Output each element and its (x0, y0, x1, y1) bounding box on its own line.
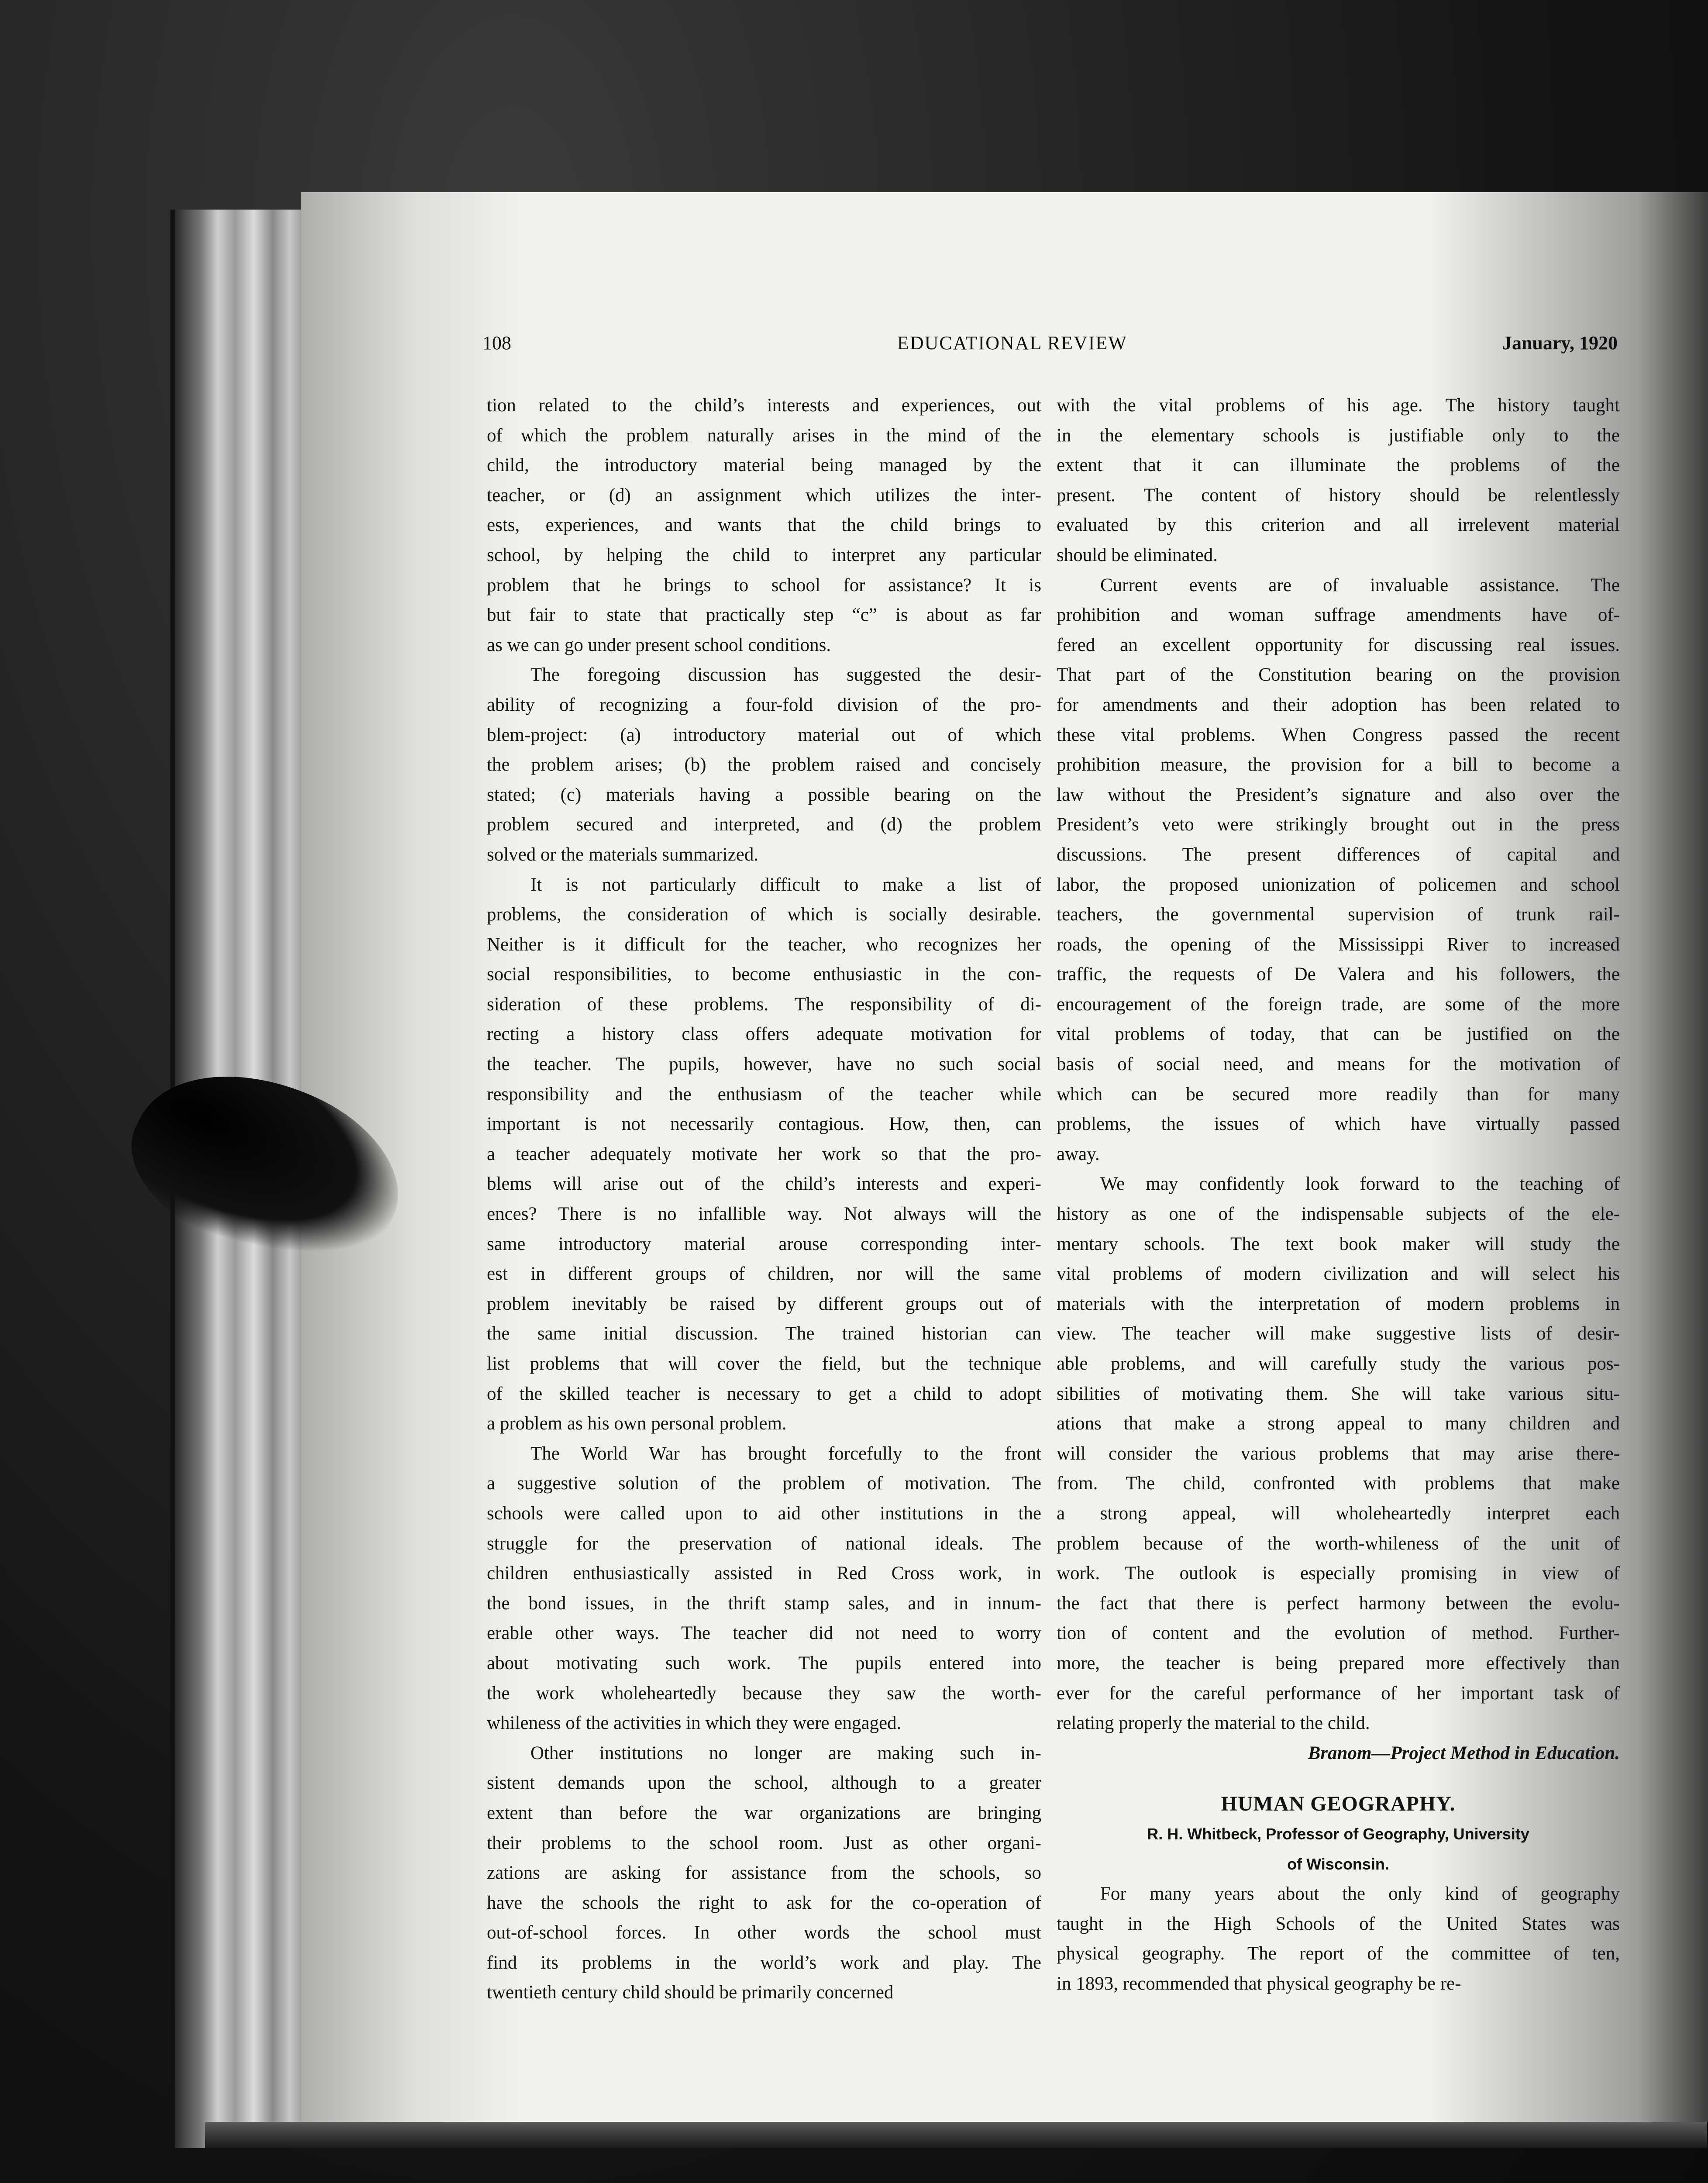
text-line: blems will arise out of the child’s interests and experi- (487, 1174, 1041, 1195)
text-line: labor, the proposed unionization of policemen and school (1057, 874, 1620, 895)
text-line: problem inevitably be raised by different groups out of (487, 1293, 1041, 1314)
text-line: child, the introductory material being managed by the (487, 455, 1041, 476)
text-line: in the elementary schools is justifiable only to the (1057, 425, 1620, 446)
text-line: Other institutions no longer are making such in- (530, 1742, 1041, 1763)
text-line: the work wholeheartedly because they saw the worth- (487, 1683, 1041, 1704)
text-line: social responsibilities, to become enthusiastic in the con- (487, 964, 1041, 985)
text-line: teachers, the governmental supervision of trunk rail- (1057, 904, 1620, 925)
journal-title: EDUCATIONAL REVIEW (897, 332, 1127, 354)
text-line: a teacher adequately motivate her work so that the pro- (487, 1143, 1041, 1164)
text-line: zations are asking for assistance from the schools, so (487, 1863, 1041, 1883)
byline-line-1: R. H. Whitbeck, Professor of Geography, University (1147, 1825, 1529, 1843)
text-line: physical geography. The report of the committee of ten, (1057, 1943, 1620, 1964)
page-header (482, 332, 1618, 362)
text-line: sistent demands upon the school, although to a greater (487, 1773, 1041, 1794)
text-line: the teacher. The pupils, however, have no such social (487, 1054, 1041, 1075)
text-line: of the skilled teacher is necessary to get a child to adopt (487, 1383, 1041, 1404)
text-line: problem that he brings to school for assistance? It is (487, 575, 1041, 596)
text-line: law without the President’s signature and also over the (1057, 784, 1620, 805)
text-line: recting a history class offers adequate motivation for (487, 1024, 1041, 1045)
text-line: solved or the materials summarized. (487, 844, 759, 865)
text-line: able problems, and will carefully study the various pos- (1057, 1353, 1620, 1374)
text-line: problem because of the worth-whileness of the unit of (1057, 1533, 1620, 1554)
text-line: ences? There is no infallible way. Not always will the (487, 1204, 1041, 1225)
text-line: blem-project: (a) introductory material out of which (487, 724, 1041, 745)
text-line: ations that make a strong appeal to many children and (1057, 1413, 1620, 1434)
text-line: out-of-school forces. In other words the school must (487, 1922, 1041, 1943)
text-line: the problem arises; (b) the problem raised and concisely (487, 754, 1041, 775)
text-line: but fair to state that practically step “c” is about as far (487, 605, 1041, 626)
text-line: That part of the Constitution bearing on the provision (1057, 665, 1620, 685)
text-line: ever for the careful performance of her important task of (1057, 1683, 1620, 1704)
text-line: these vital problems. When Congress passed the recent (1057, 724, 1620, 745)
text-line: in 1893, recommended that physical geography be re- (1057, 1973, 1461, 1994)
text-line: Neither is it difficult for the teacher, who recognizes her (487, 934, 1041, 955)
text-line: vital problems of today, that can be justified on the (1057, 1024, 1620, 1045)
text-line: vital problems of modern civilization and will select his (1057, 1264, 1620, 1284)
text-line: basis of social need, and means for the motivation of (1057, 1054, 1620, 1075)
text-line: Current events are of invaluable assistance. The (1100, 575, 1620, 596)
text-line: sibilities of motivating them. She will take various situ- (1057, 1383, 1620, 1404)
text-line: the bond issues, in the thrift stamp sales, and in innum- (487, 1593, 1041, 1614)
text-line: roads, the opening of the Mississippi River to increased (1057, 934, 1620, 955)
text-line: The foregoing discussion has suggested the desir- (530, 665, 1041, 685)
text-line: work. The outlook is especially promising in view of (1057, 1563, 1620, 1584)
attribution: Branom—Project Method in Education. (1308, 1742, 1620, 1763)
text-line: We may confidently look forward to the teaching of (1100, 1174, 1620, 1195)
text-line: a suggestive solution of the problem of motivation. The (487, 1473, 1041, 1494)
text-line: evaluated by this criterion and all irrelevent material (1057, 515, 1620, 536)
text-line: should be eliminated. (1057, 544, 1218, 565)
text-line: relating properly the material to the child. (1057, 1713, 1370, 1734)
text-line: the same initial discussion. The trained historian can (487, 1323, 1041, 1344)
text-line: extent than before the war organizations are bringing (487, 1802, 1041, 1823)
text-line: view. The teacher will make suggestive lists of desir- (1057, 1323, 1620, 1344)
text-line: ability of recognizing a four-fold division of the pro- (487, 694, 1041, 715)
text-line: same introductory material arouse corresponding inter- (487, 1233, 1041, 1254)
text-line: traffic, the requests of De Valera and his followers, the (1057, 964, 1620, 985)
text-line: their problems to the school room. Just as other organi- (487, 1832, 1041, 1853)
text-line: For many years about the only kind of geography (1100, 1883, 1620, 1904)
text-line: tion related to the child’s interests and experiences, out (487, 395, 1041, 416)
text-line: est in different groups of children, nor will the same (487, 1264, 1041, 1284)
left-column (487, 391, 1041, 2008)
text-line: find its problems in the world’s work and play. The (487, 1952, 1041, 1973)
text-line: responsibility and the enthusiasm of the teacher while (487, 1084, 1041, 1105)
text-line: prohibition measure, the provision for a bill to become a (1057, 754, 1620, 775)
byline-line-2: of Wisconsin. (1287, 1855, 1389, 1873)
text-line: a problem as his own personal problem. (487, 1413, 787, 1434)
section-body (1057, 1879, 1620, 1999)
page-number: 108 (482, 332, 511, 354)
text-line: fered an excellent opportunity for discussing real issues. (1057, 634, 1620, 655)
text-line: erable other ways. The teacher did not need to worry (487, 1623, 1041, 1644)
text-line: school, by helping the child to interpret any particular (487, 544, 1041, 565)
text-line: more, the teacher is being prepared more effectively than (1057, 1653, 1620, 1673)
text-line: struggle for the preservation of national ideals. The (487, 1533, 1041, 1554)
text-line: for amendments and their adoption has been related to (1057, 694, 1620, 715)
text-line: ests, experiences, and wants that the child brings to (487, 515, 1041, 536)
text-line: President’s veto were strikingly brought out in the press (1057, 814, 1620, 835)
text-line: teacher, or (d) an assignment which utilizes the inter- (487, 485, 1041, 506)
text-line: problems, the consideration of which is socially desirable. (487, 904, 1041, 925)
text-line: present. The content of history should be relentlessly (1057, 485, 1620, 506)
text-line: have the schools the right to ask for the co-operation of (487, 1892, 1041, 1913)
text-line: away. (1057, 1143, 1100, 1164)
text-line: of which the problem naturally arises in the mind of the (487, 425, 1041, 446)
text-line: the fact that there is perfect harmony between the evolu- (1057, 1593, 1620, 1614)
text-line: discussions. The present differences of capital and (1057, 844, 1620, 865)
text-line: with the vital problems of his age. The history taught (1057, 395, 1620, 416)
text-line: taught in the High Schools of the United States was (1057, 1913, 1620, 1934)
text-line: as we can go under present school conditions. (487, 634, 831, 655)
text-line: sideration of these problems. The responsibility of di- (487, 994, 1041, 1015)
text-line: from. The child, confronted with problems that make (1057, 1473, 1620, 1494)
text-line: will consider the various problems that may arise there- (1057, 1443, 1620, 1464)
text-line: encouragement of the foreign trade, are some of the more (1057, 994, 1620, 1015)
text-line: about motivating such work. The pupils entered into (487, 1653, 1041, 1673)
text-line: tion of content and the evolution of method. Further- (1057, 1623, 1620, 1644)
text-line: children enthusiastically assisted in Red Cross work, in (487, 1563, 1041, 1584)
text-line: list problems that will cover the field, but the technique (487, 1353, 1041, 1374)
text-line: schools were called upon to aid other institutions in the (487, 1503, 1041, 1524)
text-line: history as one of the indispensable subjects of the ele- (1057, 1204, 1620, 1225)
text-line: It is not particularly difficult to make a list of (530, 874, 1041, 895)
text-line: whileness of the activities in which they were engaged. (487, 1713, 902, 1734)
text-line: problems, the issues of which have virtually passed (1057, 1114, 1620, 1135)
book-cover-edge (205, 2122, 1707, 2148)
text-line: twentieth century child should be primarily concerned (487, 1982, 894, 2003)
text-line: a strong appeal, will wholeheartedly interpret each (1057, 1503, 1620, 1524)
text-line: stated; (c) materials having a possible bearing on the (487, 784, 1041, 805)
text-line: which can be secured more readily than for many (1057, 1084, 1620, 1105)
text-line: extent that it can illuminate the problems of the (1057, 455, 1620, 476)
text-line: mentary schools. The text book maker will study the (1057, 1233, 1620, 1254)
right-column (1057, 391, 1620, 1999)
text-line: important is not necessarily contagious. How, then, can (487, 1114, 1041, 1135)
text-line: prohibition and woman suffrage amendments have of- (1057, 605, 1620, 626)
text-line: The World War has brought forcefully to the front (530, 1443, 1041, 1464)
issue-date: January, 1920 (1502, 332, 1618, 354)
text-line: materials with the interpretation of modern problems in (1057, 1293, 1620, 1314)
text-line: problem secured and interpreted, and (d) the problem (487, 814, 1041, 835)
right-column-text (1057, 391, 1620, 1739)
section-title: HUMAN GEOGRAPHY. (1221, 1792, 1456, 1816)
